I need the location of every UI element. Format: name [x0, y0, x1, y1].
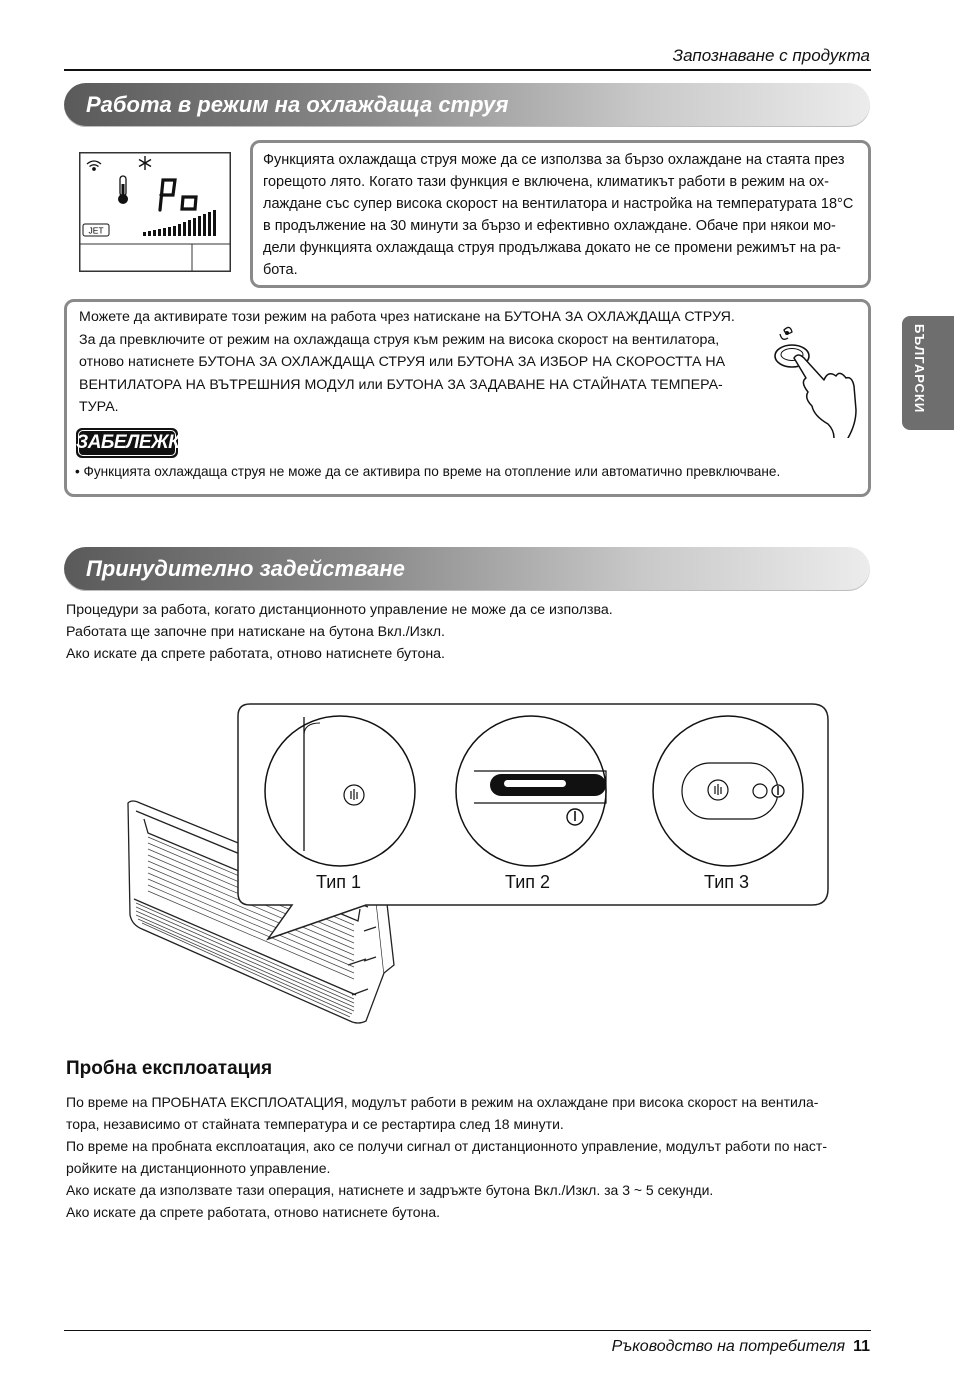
type2-circle — [456, 716, 606, 866]
language-tab-label: БЪЛГАРСКИ — [912, 324, 927, 414]
description-line: в продължение на 30 минути за бързо и ефективно охлаждане. Обаче при някои мо- — [263, 218, 836, 234]
test-operation-title: Пробна експлоатация — [66, 1058, 273, 1079]
running-header: Запознаване с продукта — [672, 46, 870, 65]
forced-line: Ако искате да спрете работата, отново натиснете бутона. — [66, 646, 445, 662]
instruction-line: ТУРА. — [79, 399, 119, 415]
section-jet-heading — [64, 83, 870, 127]
instruction-line: За да превключите от режим на охлаждаща струя към режим на висока скорост на вентилатора, — [79, 331, 720, 348]
type1-circle — [265, 716, 415, 866]
test-line: Ако искате да спрете работата, отново натиснете бутона. — [66, 1204, 440, 1220]
forced-line: Работата ще започне при натискане на бутона Вкл./Изкл. — [66, 624, 445, 640]
type2-label: Тип 2 — [505, 872, 551, 892]
test-operation-text — [66, 1091, 886, 1223]
description-line: Функцията охлаждаща струя може да се използва за бързо охлаждане на стаята през — [263, 152, 845, 168]
section-forced-title: Принудително задействане — [86, 556, 405, 581]
footer-title: Ръководство на потребителя — [611, 1338, 846, 1355]
language-tab — [902, 316, 954, 430]
test-line: тора, независимо от стайната температура и се рестартира след 18 минути. — [66, 1116, 564, 1132]
hand-press-illustration — [768, 320, 860, 438]
test-line: По време на ПРОБНАТА ЕКСПЛОАТАЦИЯ, модулът работи в режим на охлаждане при висока скорост на вентила- — [66, 1094, 819, 1110]
description-line: бота. — [263, 262, 298, 278]
type1-label: Тип 1 — [316, 872, 362, 892]
jet-fan-icon — [780, 327, 792, 339]
header-rule — [64, 69, 871, 71]
description-line: лаждане със супер висока скорост на вентилатора и настройка на температурата 18°C — [263, 196, 854, 212]
footer — [500, 1338, 870, 1356]
note-badge: ЗАБЕЛЕЖКА — [76, 428, 178, 458]
section-jet-title: Работа в режим на охлаждаща струя — [86, 92, 509, 117]
forced-line: Процедури за работа, когато дистанционното управление не може да се използва. — [66, 602, 613, 618]
test-line: Ако искате да използвате тази операция, натиснете и задръжте бутона Вкл./Изкл. за 3 ~ 5 секунди. — [66, 1182, 714, 1198]
jet-instructions-box — [64, 299, 871, 497]
jet-instructions — [79, 306, 769, 419]
type3-circle — [653, 716, 803, 866]
note-text: • Функцията охлаждаща струя не може да се активира по време на отопление или автоматично превключване. — [75, 464, 781, 479]
jet-description — [263, 149, 863, 281]
type3-label: Тип 3 — [704, 872, 750, 892]
test-line: По време на пробната експлоатация, ако се получи сигнал от дистанционното управление, модулът работи по наст- — [66, 1138, 828, 1154]
instruction-line: Можете да активирате този режим на работа чрез натискане на БУТОНА ЗА ОХЛАЖДАЩА СТРУЯ. — [79, 309, 735, 325]
footer-rule — [64, 1330, 871, 1331]
jet-label: JET — [88, 225, 104, 236]
description-line: горещото лято. Когато тази функция е включена, климатикът работи в режим на ох- — [263, 174, 829, 190]
instruction-line: ВЕНТИЛАТОРА НА ВЪТРЕШНИЯ МОДУЛ или БУТОНА ЗА ЗАДАВАНЕ НА СТАЙНАТА ТЕМПЕРА- — [79, 376, 723, 393]
instruction-line: отново натиснете БУТОНА ЗА ОХЛАЖДАЩА СТРУЯ или БУТОНА ЗА ИЗБОР НА СКОРОСТТА НА — [79, 354, 726, 370]
page-number: 11 — [853, 1338, 870, 1355]
jet-description-box — [250, 140, 871, 288]
forced-operation-text — [66, 599, 866, 665]
indoor-unit-illustration — [108, 703, 830, 1025]
remote-display-illustration — [79, 152, 231, 272]
description-line: дели функцията охлаждаща струя продължава докато не се промени режимът на ра- — [263, 240, 841, 256]
section-forced-heading — [64, 547, 870, 591]
test-line: ройките на дистанционното управление. — [66, 1160, 331, 1176]
hand-outline — [794, 355, 856, 438]
